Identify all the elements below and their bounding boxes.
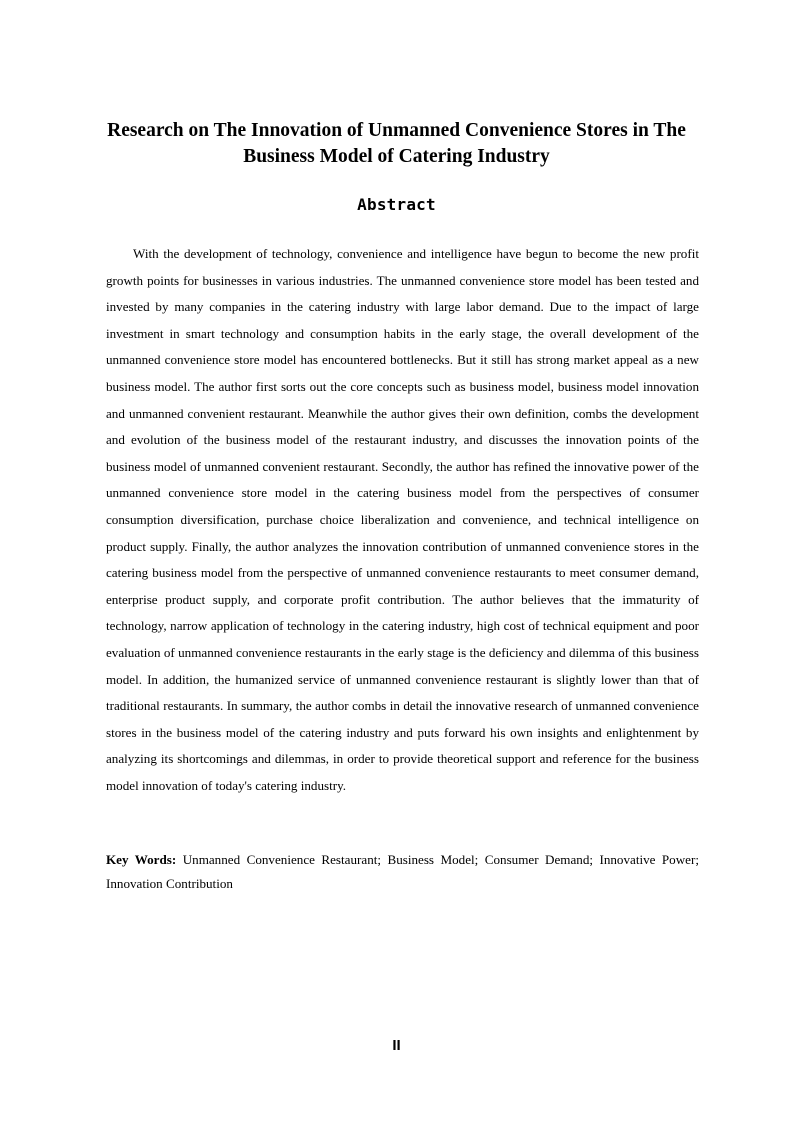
- document-title: Research on The Innovation of Unmanned Convenience Stores in The Business Model of Catering Industry: [107, 120, 686, 167]
- keywords-paragraph: [106, 848, 699, 895]
- abstract-paragraph: With the development of technology, convenience and intelligence have begun to become the new profit growth points for businesses in various industries. The unmanned convenience store model has been tested and invested by many companies in the catering industry with large labor demand. Due to the impact of large investment in smart technology and consumption habits in the early stage, the overall development of the unmanned convenience store model has encountered bottlenecks. But it still has strong market appeal as a new business model. The author first sorts out the core concepts such as business model, business model innovation and unmanned convenient restaurant. Meanwhile the author gives their own definition, combs the development and evolution of the business model of the restaurant industry, and discusses the innovation points of the business model of unmanned convenient restaurant. Secondly, the author has refined the innovative power of the unmanned convenience store model in the catering business model from the perspectives of consumer consumption diversification, purchase choice liberalization and convenience, and technical intelligence on product supply. Finally, the author analyzes the innovation contribution of unmanned convenience stores in the catering business model from the perspective of unmanned convenience restaurants to meet consumer demand, enterprise product supply, and corporate profit contribution. The author believes that the immaturity of technology, narrow application of technology in the catering industry, high cost of technical equipment and poor evaluation of unmanned convenience restaurants in the early stage is the deficiency and dilemma of this business model. In addition, the humanized service of unmanned convenience restaurant is slightly lower than that of traditional restaurants. In summary, the author combs in detail the innovative research of unmanned convenience stores in the business model of the catering industry and puts forward his own insights and enlightenment by analyzing its shortcomings and dilemmas, in order to provide theoretical support and reference for the business model innovation of today's catering industry.: [106, 246, 699, 793]
- keywords-list: Unmanned Convenience Restaurant; Business Model; Consumer Demand; Innovative Power; Innovation Contribution: [106, 852, 699, 891]
- abstract-heading: Abstract: [357, 195, 436, 214]
- keywords-label: Key Words:: [106, 852, 177, 867]
- page-number: II: [392, 1037, 401, 1054]
